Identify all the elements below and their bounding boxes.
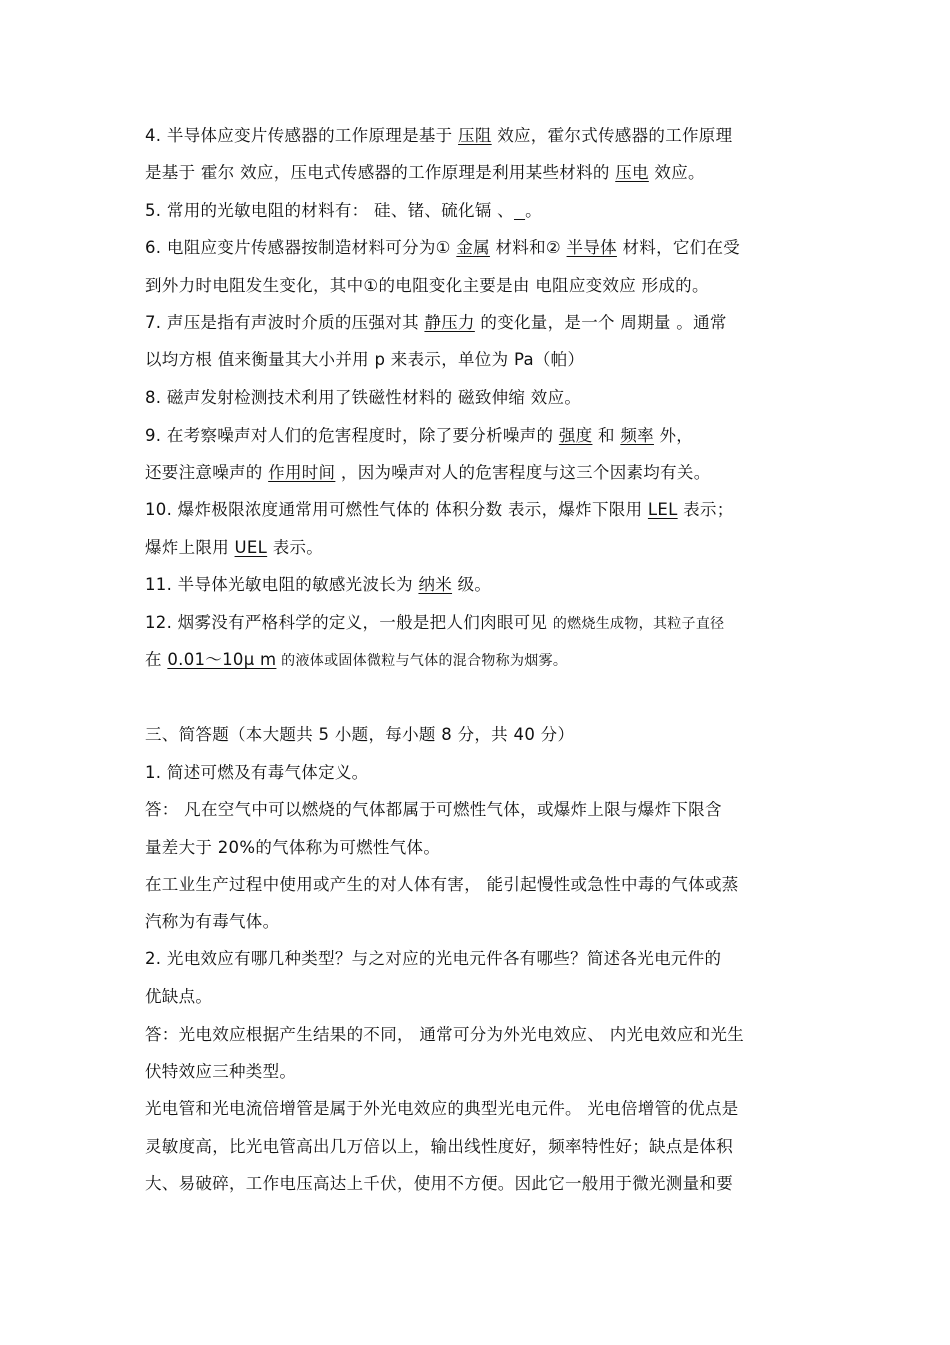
q8-line: 8. 磁声发射检测技术利用了铁磁性材料的 磁致伸缩 效应。	[145, 388, 582, 407]
sa2-answer-line-1: 答：光电效应根据产生结果的不同， 通常可分为外光电效应、 内光电效应和光生	[145, 1025, 745, 1044]
sa2-answer-line-4: 灵敏度高，比光电管高出几万倍以上，输出线性度好，频率特性好；缺点是体积	[145, 1137, 733, 1156]
q4-line-1: 4. 半导体应变片传感器的工作原理是基于 压阻 效应，霍尔式传感器的工作原理	[145, 126, 733, 145]
answer-blank: 频率	[620, 426, 654, 445]
section-heading: 三、简答题（本大题共 5 小题，每小题 8 分，共 40 分）	[145, 725, 575, 744]
answer-blank: 0.01～10μ m	[167, 650, 277, 669]
q12-line-2: 在 0.01～10μ m 的液体或固体微粒与气体的混合物称为烟雾。	[145, 650, 568, 669]
answer-blank: 半导体	[566, 238, 617, 257]
q11-line: 11. 半导体光敏电阻的敏感光波长为 纳米 级。	[145, 575, 492, 594]
sa2-answer-line-5: 大、易破碎，工作电压高达上千伏，使用不方便。因此它一般用于微光测量和要	[145, 1174, 733, 1193]
q6-line-2: 到外力时电阻发生变化，其中①的电阻变化主要是由 电阻应变效应 形成的。	[145, 276, 709, 295]
sa1-question: 1. 简述可燃及有毒气体定义。	[145, 763, 369, 782]
answer-blank: 静压力	[424, 313, 475, 332]
sa2-question-line-1: 2. 光电效应有哪几种类型？与之对应的光电元件各有哪些？简述各光电元件的	[145, 949, 722, 968]
sa1-answer-line-3: 在工业生产过程中使用或产生的对人体有害， 能引起慢性或急性中毒的气体或蒸	[145, 875, 739, 894]
q7-line-2: 以均方根 值来衡量其大小并用 p 来表示，单位为 Pa（帕）	[145, 350, 585, 369]
sa2-answer-line-3: 光电管和光电流倍增管是属于外光电效应的典型光电元件。 光电倍增管的优点是	[145, 1099, 739, 1118]
q6-line-1: 6. 电阻应变片传感器按制造材料可分为① 金属 材料和② 半导体 材料，它们在受	[145, 238, 741, 257]
sa2-answer-line-2: 伏特效应三种类型。	[145, 1062, 297, 1081]
answer-blank: UEL	[234, 538, 268, 557]
q9-line-2: 还要注意噪声的 作用时间 ，因为噪声对人的危害程度与这三个因素均有关。	[145, 463, 711, 482]
answer-blank: LEL	[647, 500, 678, 519]
answer-blank: 金属	[456, 238, 490, 257]
sa1-answer-line-2: 量差大于 20%的气体称为可燃性气体。	[145, 838, 441, 857]
answer-blank: 压阻	[458, 126, 492, 145]
answer-blank: 作用时间	[268, 463, 336, 482]
q7-line-1: 7. 声压是指有声波时介质的压强对其 静压力 的变化量，是一个 周期量 。通常	[145, 313, 727, 332]
answer-blank: 纳米	[418, 575, 453, 594]
q9-line-1: 9. 在考察噪声对人们的危害程度时，除了要分析噪声的 强度 和 频率 外，	[145, 426, 694, 445]
answer-blank: 强度	[558, 426, 593, 445]
q5-line: 5. 常用的光敏电阻的材料有： 硅、锗、硫化镉 、 。	[145, 201, 542, 220]
sa1-answer-line-4: 汽称为有毒气体。	[145, 912, 280, 931]
sa1-answer-line-1: 答： 凡在空气中可以燃烧的气体都属于可燃性气体，或爆炸上限与爆炸下限含	[145, 800, 722, 819]
q10-line-1: 10. 爆炸极限浓度通常用可燃性气体的 体积分数 表示，爆炸下限用 LEL 表示；	[145, 500, 734, 519]
answer-blank: 压电	[615, 163, 649, 182]
q10-line-2: 爆炸上限用 UEL 表示。	[145, 538, 324, 557]
sa2-question-line-2: 优缺点。	[145, 987, 213, 1006]
answer-blank	[514, 201, 525, 220]
q4-line-2: 是基于 霍尔 效应，压电式传感器的工作原理是利用某些材料的 压电 效应。	[145, 163, 705, 182]
q12-line-1: 12. 烟雾没有严格科学的定义，一般是把人们肉眼可见 的燃烧生成物，其粒子直径	[145, 613, 725, 632]
